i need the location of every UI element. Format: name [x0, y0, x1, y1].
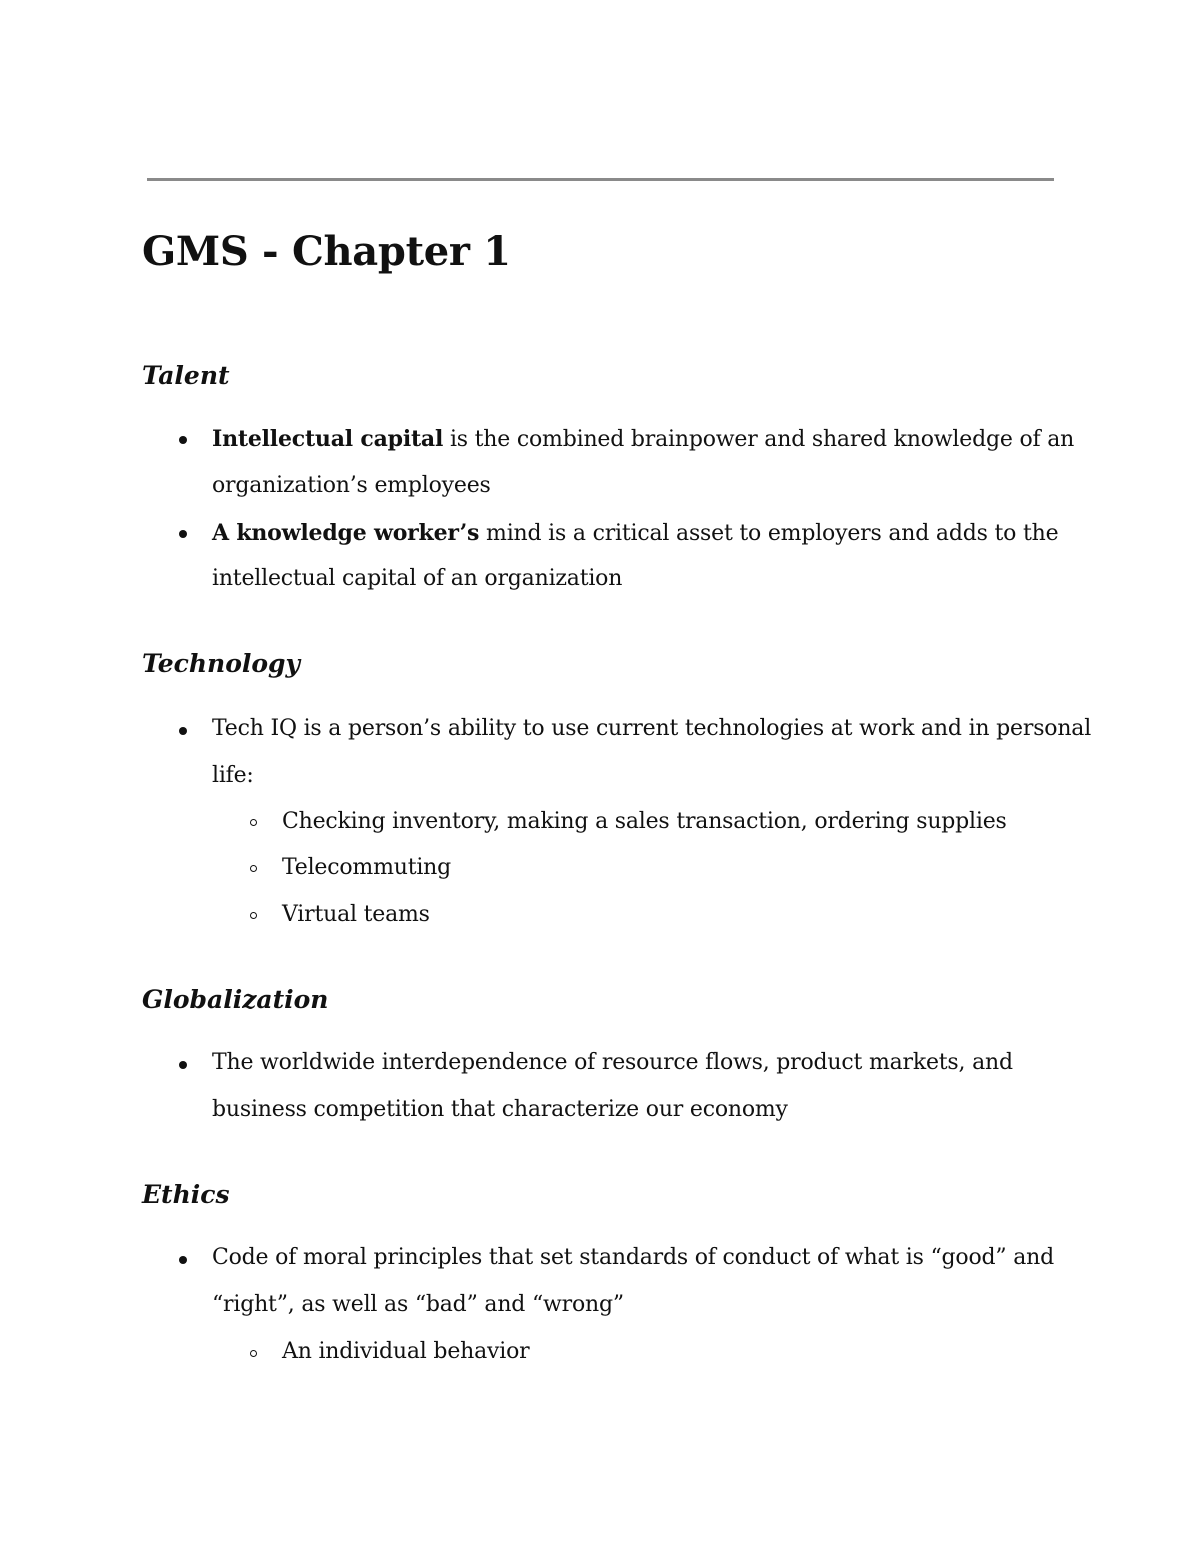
list-item-line: organization’s employees [212, 473, 491, 498]
list-item-text: is the combined brainpower and shared knowledge of an [443, 427, 1075, 452]
section-heading-technology: Technology [142, 649, 301, 678]
bullet-disc [179, 436, 187, 444]
bullet-circle [250, 865, 257, 872]
bullet-disc [179, 1256, 187, 1264]
sub-list-item: Checking inventory, making a sales transaction, ordering supplies [282, 809, 1007, 834]
list-item-line [212, 424, 1074, 455]
section-heading-ethics: Ethics [142, 1180, 230, 1209]
sub-list-item: Telecommuting [282, 855, 452, 880]
bullet-circle [250, 912, 257, 919]
list-item-line: Code of moral principles that set standards of conduct of what is “good” and [212, 1245, 1054, 1270]
list-item-text: mind is a critical asset to employers and adds to the [479, 521, 1059, 546]
bullet-disc [179, 530, 187, 538]
section-heading-globalization: Globalization [142, 985, 329, 1014]
bullet-disc [179, 727, 187, 735]
horizontal-rule [147, 178, 1054, 181]
bullet-circle [250, 1350, 257, 1357]
list-item-line: “right”, as well as “bad” and “wrong” [212, 1292, 624, 1317]
section-heading-talent: Talent [142, 361, 230, 390]
list-item-line: The worldwide interdependence of resource flows, product markets, and [212, 1050, 1013, 1075]
list-item-line: intellectual capital of an organization [212, 566, 623, 591]
sub-list-item: Virtual teams [282, 902, 430, 927]
list-item-line: Tech IQ is a person’s ability to use current technologies at work and in personal [212, 716, 1092, 741]
bold-term: A knowledge worker’s [212, 520, 480, 546]
bullet-disc [179, 1061, 187, 1069]
sub-list-item: An individual behavior [282, 1339, 530, 1364]
list-item-line [212, 518, 1058, 549]
bullet-circle [250, 819, 257, 826]
list-item-line: business competition that characterize our economy [212, 1097, 788, 1122]
page-title: GMS - Chapter 1 [142, 228, 511, 275]
bold-term: Intellectual capital [212, 426, 444, 452]
list-item-line: life: [212, 763, 254, 788]
